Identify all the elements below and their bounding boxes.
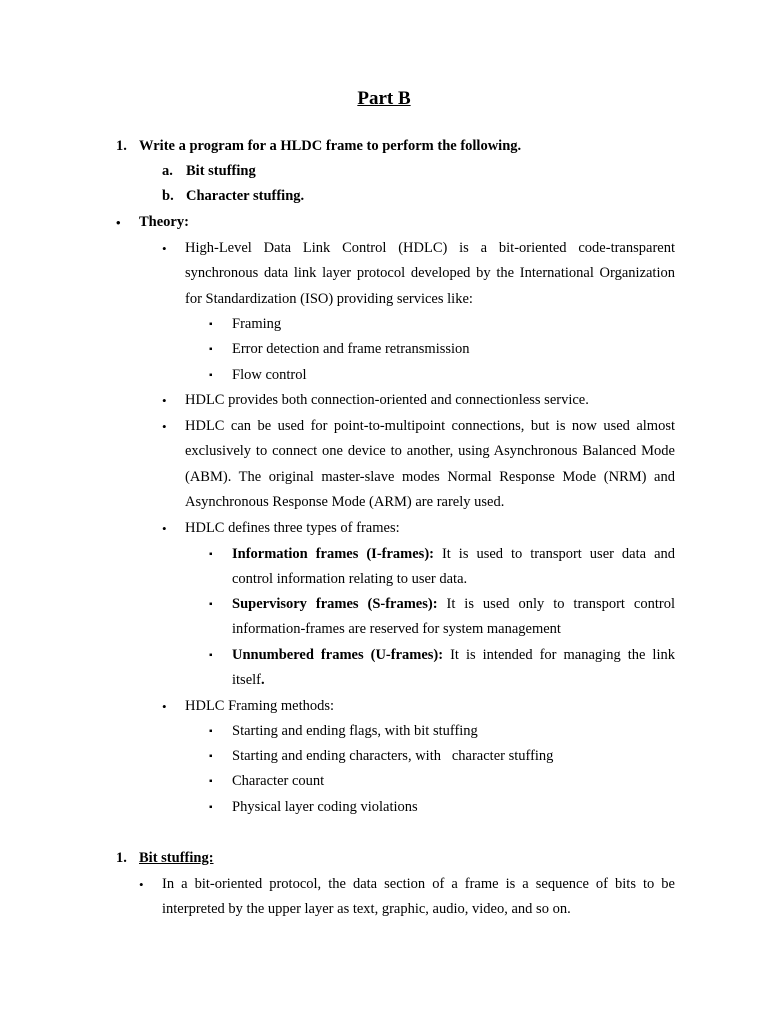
bullet-icon: •	[162, 521, 167, 536]
square-bullet-icon: ▪	[209, 599, 213, 610]
frame-type-text	[232, 542, 675, 593]
square-bullet-icon: ▪	[209, 650, 213, 661]
square-bullet-icon: ▪	[209, 776, 213, 787]
frame-type-text	[232, 592, 675, 643]
bullet-icon: •	[162, 419, 167, 434]
bullet-icon: •	[116, 215, 121, 230]
square-bullet-icon: ▪	[209, 549, 213, 560]
theory-point-text: High-Level Data Link Control (HDLC) is a bit-oriented code-transparent synchronous data link layer protocol developed by the International Organization for Standardization (ISO) providing services like:	[185, 240, 675, 307]
frame-type-text	[232, 643, 675, 694]
method-text: Starting and ending characters, with character stuffing	[232, 748, 554, 764]
frame-type-desc: It is used only to transport control information-frames are reserved for system management	[232, 596, 675, 638]
square-bullet-icon: ▪	[209, 370, 213, 381]
option-text: Character stuffing.	[186, 188, 305, 204]
service-text: Flow control	[232, 367, 307, 383]
frame-type-term: Unnumbered frames (U-frames):	[232, 647, 444, 663]
page-title: Part B	[357, 88, 411, 109]
square-bullet-icon: ▪	[209, 319, 213, 330]
bullet-icon: •	[139, 877, 144, 892]
method-text: Character count	[232, 773, 325, 789]
question-text: Write a program for a HLDC frame to perform the following.	[139, 138, 522, 154]
bullet-icon: •	[162, 699, 167, 714]
section-heading: Bit stuffing:	[139, 850, 214, 866]
section-point-text: In a bit-oriented protocol, the data section of a frame is a sequence of bits to be interpreted by the upper layer as text, graphic, audio, video, and so on.	[162, 876, 675, 918]
theory-point-text: HDLC provides both connection-oriented and connectionless service.	[185, 392, 589, 408]
method-text: Physical layer coding violations	[232, 799, 418, 815]
service-text: Framing	[232, 316, 282, 332]
frame-type-desc: It is intended for managing the link itself	[232, 647, 675, 689]
frame-type-term: Supervisory frames (S-frames):	[232, 596, 438, 612]
frame-type-tail: .	[261, 672, 265, 689]
square-bullet-icon: ▪	[209, 802, 213, 813]
theory-point-text: HDLC Framing methods:	[185, 698, 335, 714]
service-text: Error detection and frame retransmission	[232, 341, 470, 357]
option-text: Bit stuffing	[186, 163, 256, 179]
bullet-icon: •	[162, 393, 167, 408]
option-letter: a.	[162, 163, 173, 179]
section-number: 1.	[116, 850, 127, 866]
square-bullet-icon: ▪	[209, 751, 213, 762]
square-bullet-icon: ▪	[209, 726, 213, 737]
theory-point-text: HDLC can be used for point-to-multipoint connections, but is now used almost exclusively to connect one device to another, using Asynchronous Balanced Mode (ABM). The original master-slave modes Normal Response Mode (NRM) and Asynchronous Response Mode (ARM) are rarely used.	[185, 418, 675, 511]
question-number: 1.	[116, 138, 127, 154]
frame-type-desc: It is used to transport user data and control information relating to user data.	[232, 546, 675, 588]
theory-heading: Theory:	[139, 214, 189, 230]
bullet-icon: •	[162, 241, 167, 256]
method-text: Starting and ending flags, with bit stuffing	[232, 723, 478, 739]
frame-type-term: Information frames (I-frames):	[232, 546, 434, 562]
square-bullet-icon: ▪	[209, 344, 213, 355]
option-letter: b.	[162, 188, 174, 204]
theory-point-text: HDLC defines three types of frames:	[185, 520, 400, 536]
